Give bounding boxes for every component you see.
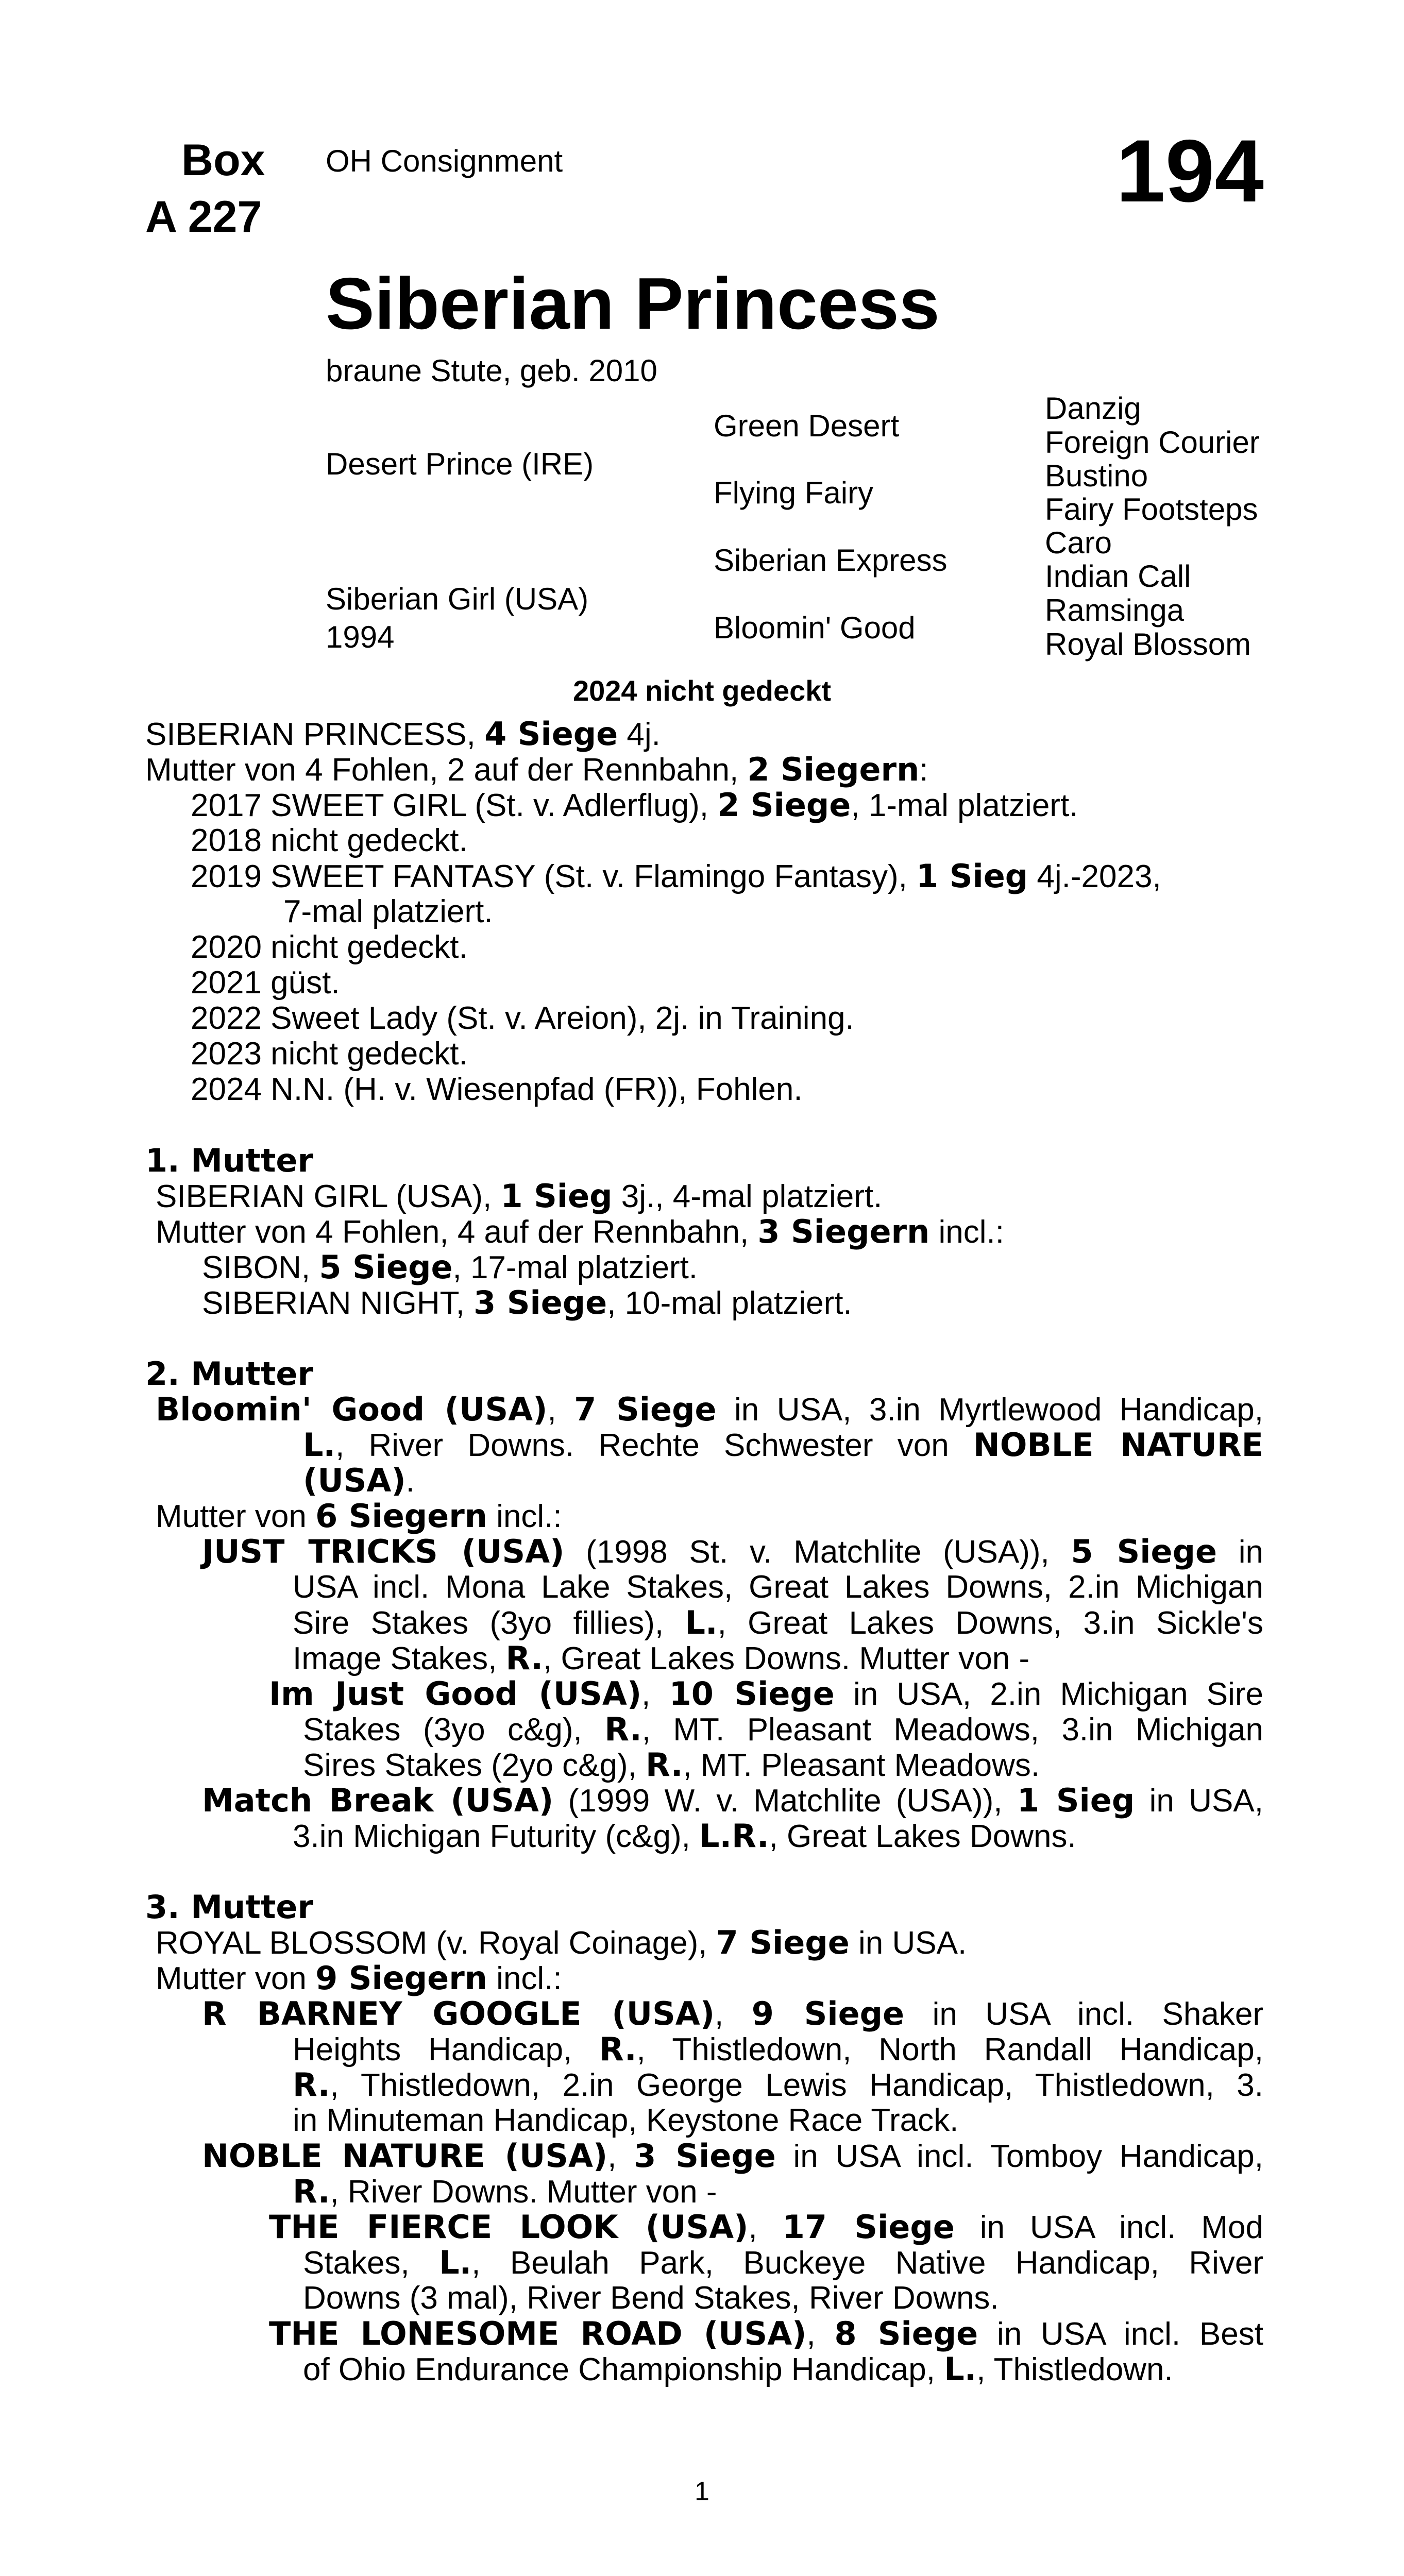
dam3-line: R., Thistledown, 2.in George Lewis Handicap, Thistledown, 3. xyxy=(293,2066,1263,2104)
foaling-note: 2024 nicht gedeckt xyxy=(572,674,832,707)
dam3-line: THE FIERCE LOOK (USA), 17 Siege in USA incl. Mod xyxy=(269,2208,1264,2246)
dam2-line: Sire Stakes (3yo fillies), L., Great Lakes Downs, 3.in Sickle's xyxy=(293,1604,1263,1641)
offspring-line: 2017 SWEET GIRL (St. v. Adlerflug), 2 Siege, 1-mal platziert. xyxy=(191,786,1078,824)
dam2-line: (USA). xyxy=(303,1462,415,1499)
offspring-line: 2020 nicht gedeckt. xyxy=(191,929,468,965)
offspring-line: 2024 N.N. (H. v. Wiesenpfad (FR)), Fohlen. xyxy=(191,1072,803,1107)
pedigree-great-grandparent: Royal Blossom xyxy=(1045,627,1251,662)
record-line: SIBERIAN PRINCESS, 4 Siege 4j. xyxy=(145,715,661,753)
dam1-line: SIBERIAN GIRL (USA), 1 Sieg 3j., 4-mal platziert. xyxy=(156,1177,883,1215)
dam3-line: in Minuteman Handicap, Keystone Race Track. xyxy=(293,2103,959,2138)
dam3-line: of Ohio Endurance Championship Handicap, L., Thistledown. xyxy=(303,2350,1173,2388)
dam2-line: Mutter von 6 Siegern incl.: xyxy=(156,1497,562,1535)
dam2-line: Match Break (USA) (1999 W. v. Matchlite (USA)), 1 Sieg in USA, xyxy=(202,1782,1263,1819)
offspring-line: 2021 güst. xyxy=(191,965,340,1001)
dam2-line: Stakes (3yo c&g), R., MT. Pleasant Meadows, 3.in Michigan xyxy=(303,1710,1263,1748)
pedigree-great-grandparent: Ramsinga xyxy=(1045,593,1185,628)
lot-number: 194 xyxy=(1116,122,1264,221)
record-line: Mutter von 4 Fohlen, 2 auf der Rennbahn, 2 Siegern: xyxy=(145,751,928,788)
pedigree-dam-year: 1994 xyxy=(326,620,395,654)
dam1-line: SIBERIAN NIGHT, 3 Siege, 10-mal platziert. xyxy=(202,1284,852,1321)
dam1-line: Mutter von 4 Fohlen, 4 auf der Rennbahn, 3 Siegern incl.: xyxy=(156,1213,1004,1250)
dam2-line: Sires Stakes (2yo c&g), R., MT. Pleasant Meadows. xyxy=(303,1746,1040,1784)
dam3-line: Heights Handicap, R., Thistledown, North Randall Handicap, xyxy=(293,2030,1263,2068)
dam2-line: Image Stakes, R., Great Lakes Downs. Mutter von - xyxy=(293,1639,1030,1677)
pedigree-grandparent: Siberian Express xyxy=(714,543,948,578)
dam2-line: Bloomin' Good (USA), 7 Siege in USA, 3.in Myrtlewood Handicap, xyxy=(156,1391,1263,1428)
pedigree-dam: Siberian Girl (USA) xyxy=(326,582,589,616)
dam3-line: ROYAL BLOSSOM (v. Royal Coinage), 7 Siege in USA. xyxy=(156,1924,967,1961)
dam2-line: 3.in Michigan Futurity (c&g), L.R., Great Lakes Downs. xyxy=(293,1817,1076,1855)
offspring-line: 2018 nicht gedeckt. xyxy=(191,823,468,858)
box-number: A 227 xyxy=(145,192,262,242)
section-heading: 2. Mutter xyxy=(145,1355,314,1393)
page-number: 1 xyxy=(695,2477,709,2506)
dam1-line: SIBON, 5 Siege, 17-mal platziert. xyxy=(202,1248,698,1286)
dam3-line: Stakes, L., Beulah Park, Buckeye Native Handicap, River xyxy=(303,2244,1263,2281)
pedigree-great-grandparent: Danzig xyxy=(1045,391,1141,426)
section-heading: 3. Mutter xyxy=(145,1888,314,1926)
offspring-line: 7-mal platziert. xyxy=(283,894,493,929)
offspring-line: 2023 nicht gedeckt. xyxy=(191,1036,468,1072)
offspring-line: 2019 SWEET FANTASY (St. v. Flamingo Fantasy), 1 Sieg 4j.-2023, xyxy=(191,857,1161,895)
pedigree-great-grandparent: Bustino xyxy=(1045,459,1148,493)
pedigree-grandparent: Bloomin' Good xyxy=(714,611,916,645)
pedigree-great-grandparent: Fairy Footsteps xyxy=(1045,492,1258,527)
box-label: Box xyxy=(181,135,265,185)
dam2-line: JUST TRICKS (USA) (1998 St. v. Matchlite (USA)), 5 Siege in xyxy=(202,1533,1263,1570)
pedigree-grandparent: Green Desert xyxy=(714,409,900,443)
consignment-label: OH Consignment xyxy=(326,144,563,178)
pedigree-great-grandparent: Foreign Courier xyxy=(1045,425,1260,460)
pedigree-grandparent: Flying Fairy xyxy=(714,476,874,510)
pedigree-sire: Desert Prince (IRE) xyxy=(326,447,594,481)
dam3-line: R., River Downs. Mutter von - xyxy=(293,2173,717,2210)
offspring-line: 2022 Sweet Lady (St. v. Areion), 2j. in Training. xyxy=(191,1001,854,1036)
dam2-line: L., River Downs. Rechte Schwester von NOBLE NATURE xyxy=(303,1426,1263,1464)
dam2-line: Im Just Good (USA), 10 Siege in USA, 2.in Michigan Sire xyxy=(269,1675,1264,1713)
dam3-line: NOBLE NATURE (USA), 3 Siege in USA incl. Tomboy Handicap, xyxy=(202,2137,1263,2175)
dam2-line: USA incl. Mona Lake Stakes, Great Lakes Downs, 2.in Michigan xyxy=(293,1569,1263,1605)
dam3-line: Downs (3 mal), River Bend Stakes, River Downs. xyxy=(303,2280,999,2316)
section-heading: 1. Mutter xyxy=(145,1142,314,1179)
pedigree-great-grandparent: Indian Call xyxy=(1045,559,1191,594)
horse-description: braune Stute, geb. 2010 xyxy=(326,353,657,388)
horse-name: Siberian Princess xyxy=(326,263,940,345)
dam3-line: Mutter von 9 Siegern incl.: xyxy=(156,1959,562,1997)
dam3-line: R BARNEY GOOGLE (USA), 9 Siege in USA incl. Shaker xyxy=(202,1995,1263,2032)
dam3-line: THE LONESOME ROAD (USA), 8 Siege in USA incl. Best xyxy=(269,2315,1263,2352)
pedigree-great-grandparent: Caro xyxy=(1045,526,1112,560)
